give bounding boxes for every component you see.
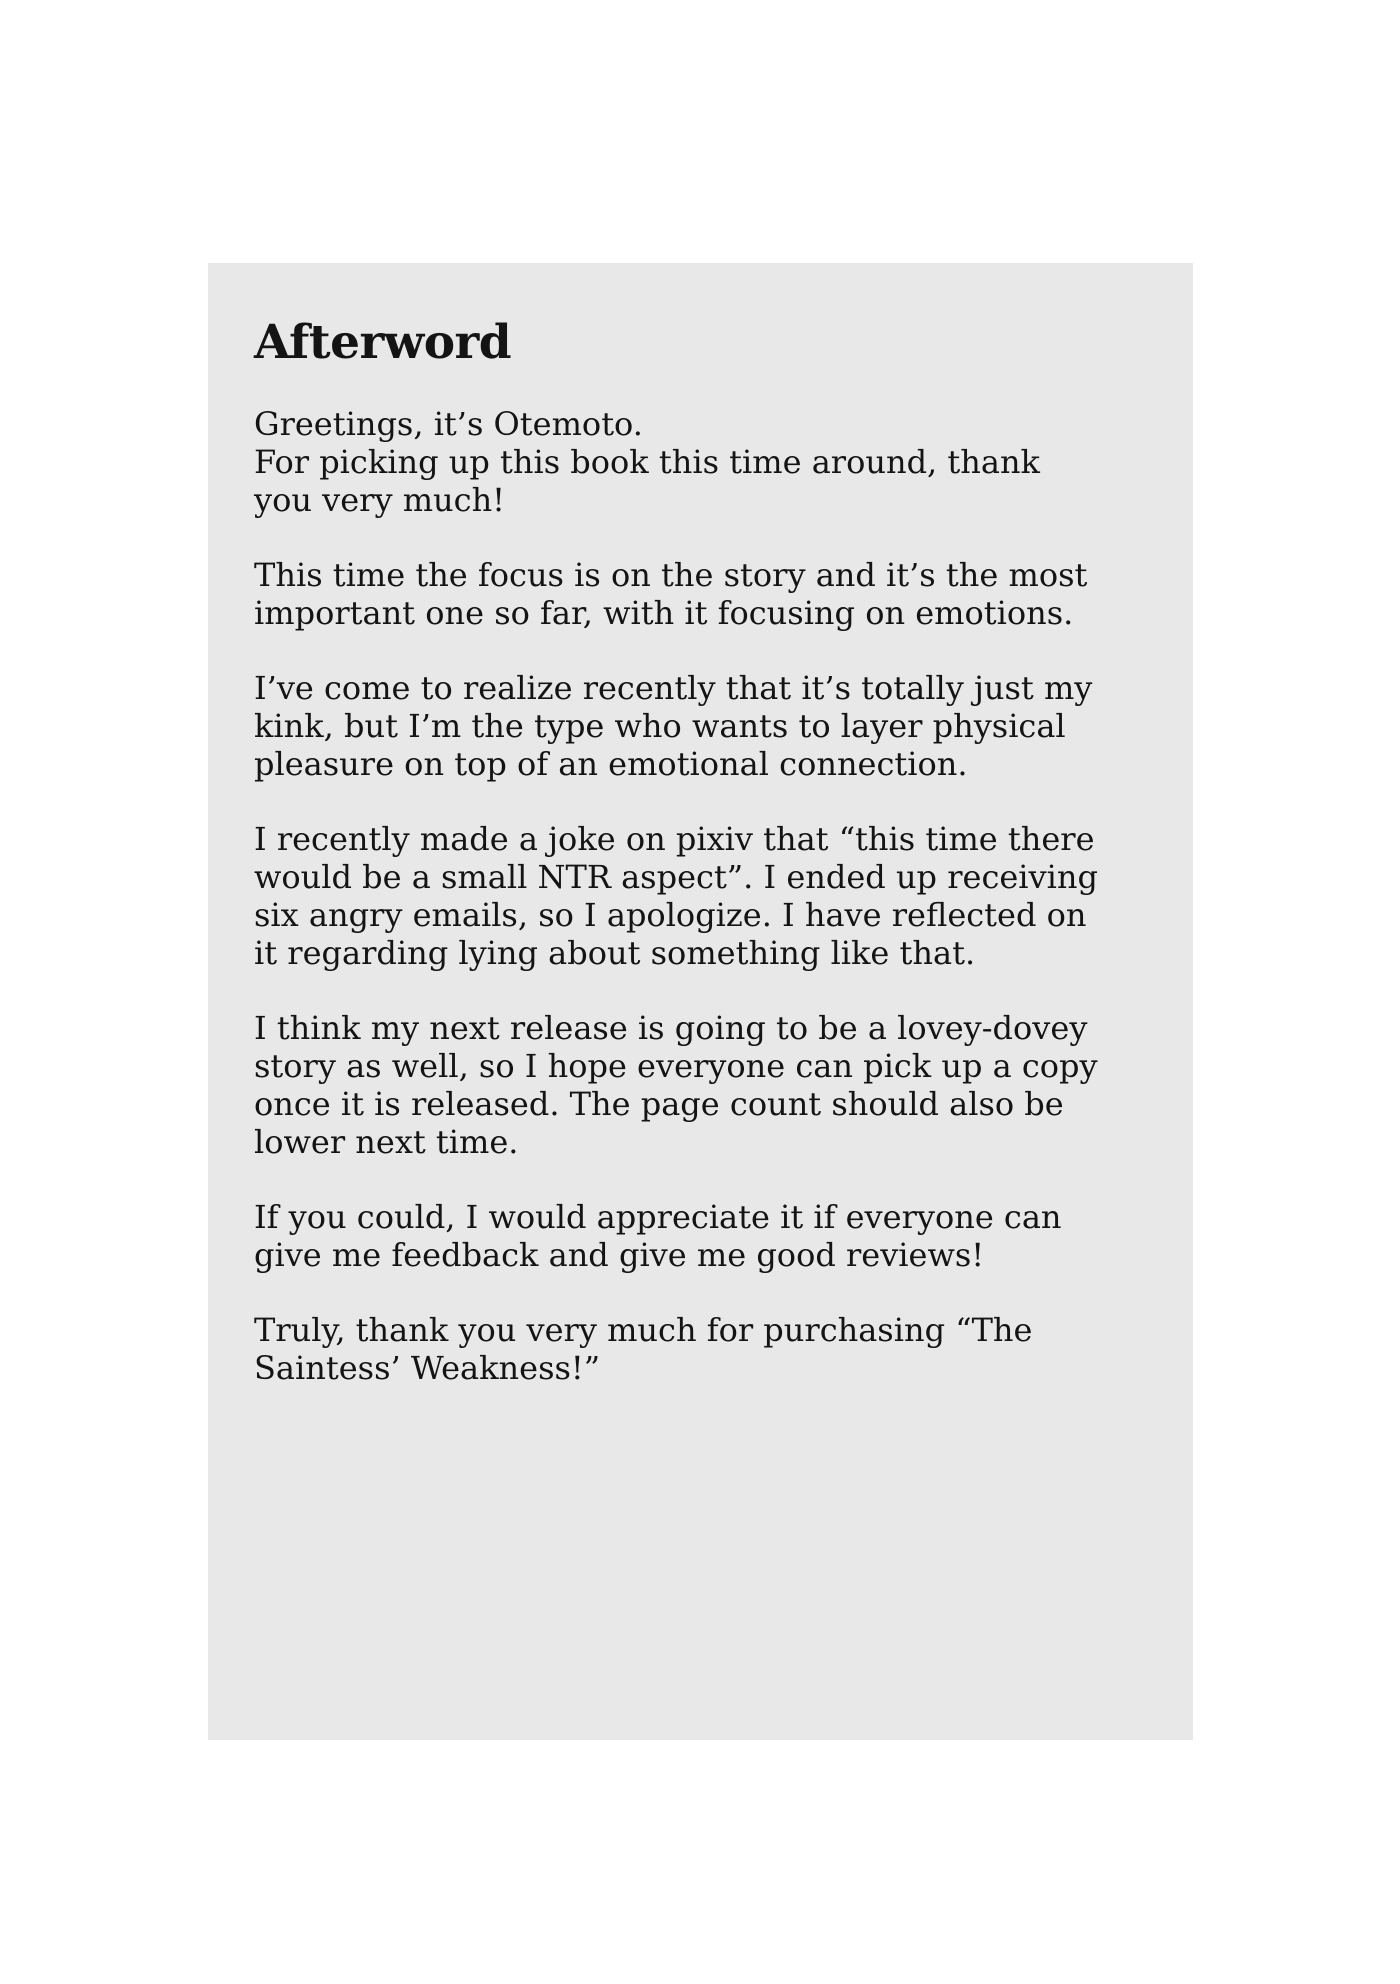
afterword-panel bbox=[208, 263, 1193, 1740]
afterword-content bbox=[254, 315, 1134, 1387]
page-title: Afterword bbox=[254, 315, 512, 370]
paragraph-feedback: If you could, I would appreciate it if everyone can give me feedback and give me good reviews! bbox=[254, 1198, 1062, 1275]
paragraph-greeting: Greetings, it’s Otemoto. For picking up this book this time around, thank you very much! bbox=[254, 405, 1040, 520]
paragraph-realization: I’ve come to realize recently that it’s totally just my kink, but I’m the type who wants to layer physical pleasure on top of an emotional connection. bbox=[254, 669, 1093, 784]
paragraph-next-release: I think my next release is going to be a lovey-dovey story as well, so I hope everyone can pick up a copy once it is released. The page count should also be lower next time. bbox=[254, 1009, 1098, 1162]
paragraph-pixiv-joke: I recently made a joke on pixiv that “this time there would be a small NTR aspect”. I ended up receiving six angry emails, so I apologize. I have reflected on it regarding lying about something like that. bbox=[254, 820, 1098, 973]
paragraph-focus: This time the focus is on the story and it’s the most important one so far, with it focusing on emotions. bbox=[254, 556, 1088, 633]
paragraph-thanks: Truly, thank you very much for purchasing “The Saintess’ Weakness!” bbox=[254, 1311, 1033, 1388]
